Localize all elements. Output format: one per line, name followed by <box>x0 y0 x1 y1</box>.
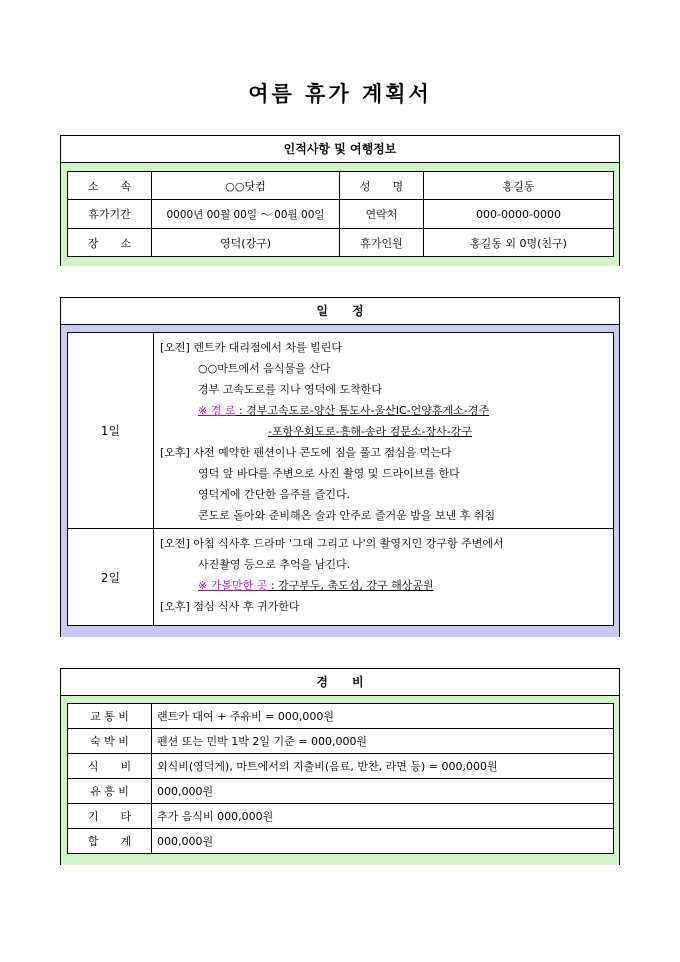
day1-line: [오전] 렌트카 대리점에서 차를 빌린다 <box>160 341 342 354</box>
expense-label: 기 타 <box>68 804 152 829</box>
expenses-table <box>67 703 614 854</box>
table-row <box>68 829 614 854</box>
table-row <box>68 779 614 804</box>
name-label: 성 명 <box>340 172 424 200</box>
place-value: 영덕(강구) <box>152 229 340 257</box>
route-note: ※ 경 로 <box>198 404 236 417</box>
personal-info-heading: 인적사항 및 여행정보 <box>61 136 619 163</box>
schedule-section <box>60 297 620 637</box>
table-row <box>68 229 614 257</box>
place-label: 장 소 <box>68 229 152 257</box>
personal-info-table <box>67 171 614 257</box>
table-row <box>68 704 614 729</box>
day1-line: 콘도로 돌아와 준비해온 술과 안주로 즐거운 밤을 보낸 후 취침 <box>198 509 496 522</box>
table-row <box>68 333 614 529</box>
day1-line: [오후] 사전 예약한 펜션이나 콘도에 짐을 풀고 점심을 먹는다 <box>160 446 452 459</box>
total-value: 000,000원 <box>152 829 614 854</box>
org-value: ○○닷컴 <box>152 172 340 200</box>
route-text: : 경부고속도로-양산 통도사-울산IC-언양휴게소-경주 <box>235 404 489 417</box>
spots-text: : 강구부두, 축도섬, 강구 해상공원 <box>267 579 434 592</box>
table-row <box>68 172 614 200</box>
spots-note: ※ 가볼만한 곳 <box>198 579 268 592</box>
day1-description <box>154 333 614 529</box>
expenses-panel <box>61 696 619 865</box>
day1-line: 영덕 앞 바다를 주변으로 사진 촬영 및 드라이브를 한다 <box>198 467 460 480</box>
day2-description <box>154 529 614 626</box>
contact-label: 연락처 <box>340 200 424 229</box>
expense-value: 랜트카 대여 + 주유비 = 000,000원 <box>152 704 614 729</box>
org-label: 소 속 <box>68 172 152 200</box>
expense-label: 유 흥 비 <box>68 779 152 804</box>
day2-label: 2일 <box>68 529 154 626</box>
day2-line: [오후] 점심 식사 후 귀가한다 <box>160 600 300 613</box>
expense-value: 000,000원 <box>152 779 614 804</box>
table-row <box>68 729 614 754</box>
period-label: 휴가기간 <box>68 200 152 229</box>
expense-value: 펜션 또는 민박 1박 2일 기준 = 000,000원 <box>152 729 614 754</box>
expense-value: 외식비(영덕게), 마트에서의 지출비(음료, 반찬, 라면 등) = 000,000원 <box>152 754 614 779</box>
day1-line: 영덕게에 간단한 음주를 즐긴다. <box>198 488 351 501</box>
name-value: 홍길동 <box>424 172 614 200</box>
expense-label: 식 비 <box>68 754 152 779</box>
table-row <box>68 804 614 829</box>
day1-line: 경부 고속도로를 지나 영덕에 도착한다 <box>198 383 383 396</box>
schedule-panel <box>61 325 619 637</box>
document-title: 여름 휴가 계획서 <box>248 81 432 106</box>
day2-line: [오전] 아침 식사후 드라마 '그대 그리고 나'의 촬영지인 강구항 주변에서 <box>160 537 504 550</box>
schedule-heading: 일 정 <box>61 298 619 325</box>
schedule-table <box>67 332 614 626</box>
members-value: 홍길동 외 0명(친구) <box>424 229 614 257</box>
period-value: 0000년 00월 00일 ～ 00월 00일 <box>152 200 340 229</box>
expense-value: 추가 음식비 000,000원 <box>152 804 614 829</box>
day1-route-line <box>160 421 609 442</box>
day1-label: 1일 <box>68 333 154 529</box>
route-text-cont: -포항우회도로-흥해-송라 검문소-장사-강구 <box>268 425 472 438</box>
day1-route-line <box>160 400 609 421</box>
total-label: 합 계 <box>68 829 152 854</box>
expenses-heading: 경 비 <box>61 669 619 696</box>
expense-label: 숙 박 비 <box>68 729 152 754</box>
table-row <box>68 529 614 626</box>
expenses-section <box>60 668 620 865</box>
day2-line: 사진촬영 등으로 추억을 남긴다. <box>198 558 351 571</box>
table-row <box>68 200 614 229</box>
members-label: 휴가인원 <box>340 229 424 257</box>
expense-label: 교 통 비 <box>68 704 152 729</box>
personal-info-panel <box>61 163 619 266</box>
table-row <box>68 754 614 779</box>
contact-value: 000-0000-0000 <box>424 200 614 229</box>
day2-spots-line <box>160 575 609 596</box>
personal-info-section <box>60 135 620 266</box>
day1-line: ○○마트에서 음식물을 산다 <box>198 362 331 375</box>
